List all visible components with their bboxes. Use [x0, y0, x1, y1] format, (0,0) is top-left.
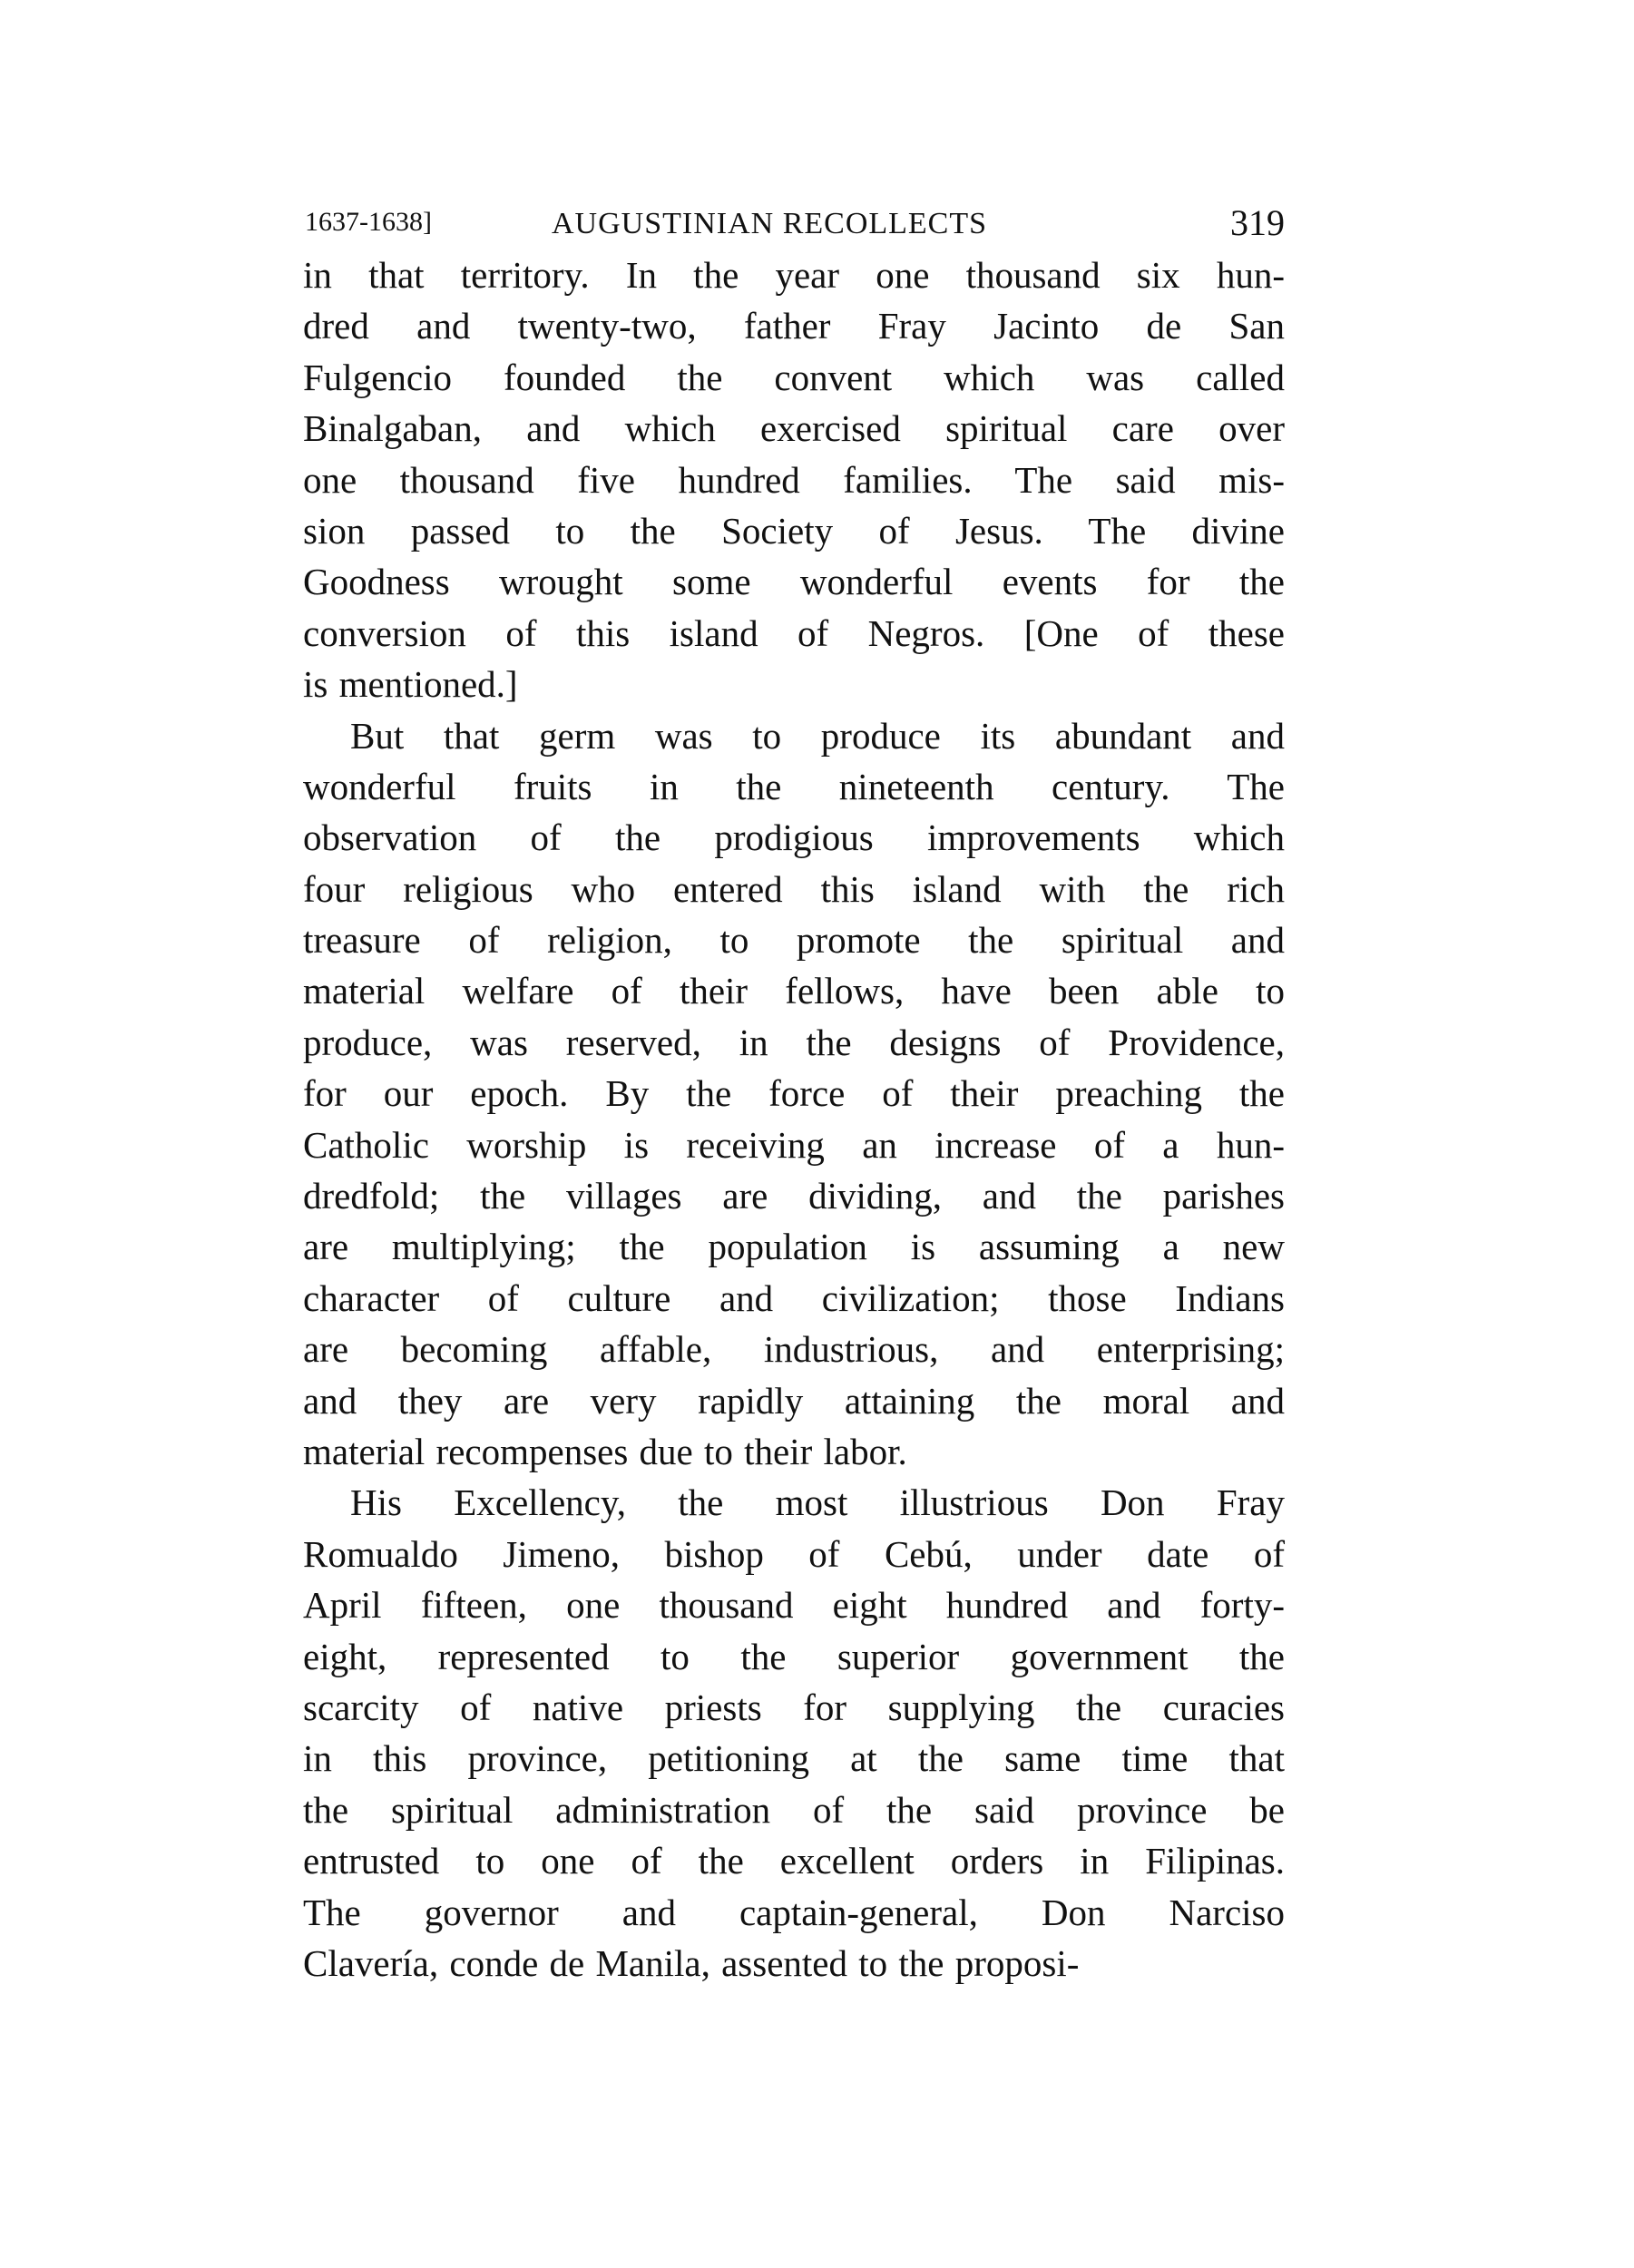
page-number: 319	[1230, 202, 1285, 243]
text-line: treasure of religion, to promote the spiritual and	[303, 919, 1285, 962]
text-line: in that territory. In the year one thousand six hun-	[303, 254, 1285, 296]
text-line: Fulgencio founded the convent which was called	[303, 356, 1285, 398]
text-line: Goodness wrought some wonderful events for the	[303, 561, 1285, 603]
text-line: eight, represented to the superior government the	[303, 1635, 1285, 1677]
running-header	[305, 202, 1285, 252]
text-line: material recompenses due to their labor.	[303, 1430, 907, 1472]
paragraph	[303, 249, 1285, 710]
text-line: The governor and captain-general, Don Narciso	[303, 1891, 1285, 1933]
text-line: Clavería, conde de Manila, assented to the proposi-	[303, 1941, 1080, 1984]
text-line: April fifteen, one thousand eight hundred and forty-	[303, 1584, 1285, 1627]
header-title: AUGUSTINIAN RECOLLECTS	[552, 207, 988, 240]
text-line: and they are very rapidly attaining the moral and	[303, 1379, 1285, 1422]
text-line: character of culture and civilization; those Indians	[303, 1276, 1285, 1319]
text-line: is mentioned.]	[303, 663, 518, 706]
text-line: produce, was reserved, in the designs of Providence,	[303, 1021, 1285, 1063]
text-line: in this province, petitioning at the same time that	[303, 1737, 1285, 1780]
paragraph	[303, 710, 1285, 1478]
text-line: are multiplying; the population is assuming a new	[303, 1226, 1285, 1268]
text-line: for our epoch. By the force of their preaching the	[303, 1072, 1285, 1115]
text-line: dred and twenty-two, father Fray Jacinto de San	[303, 305, 1285, 347]
page-body	[303, 249, 1285, 1989]
text-line: the spiritual administration of the said province be	[303, 1788, 1285, 1831]
text-line: But that germ was to produce its abundant and	[350, 714, 1285, 757]
text-line: His Excellency, the most illustrious Don Fray	[350, 1481, 1285, 1524]
text-line: entrusted to one of the excellent orders in Filipinas.	[303, 1840, 1285, 1882]
text-line: wonderful fruits in the nineteenth century. The	[303, 765, 1285, 807]
text-line: dredfold; the villages are dividing, and the parishes	[303, 1175, 1285, 1217]
text-line: scarcity of native priests for supplying the curacies	[303, 1686, 1285, 1728]
header-years: 1637-1638]	[305, 207, 432, 237]
text-line: conversion of this island of Negros. [One of these	[303, 611, 1285, 654]
text-line: Catholic worship is receiving an increase of a hun-	[303, 1123, 1285, 1166]
text-line: four religious who entered this island with the rich	[303, 867, 1285, 910]
text-line: sion passed to the Society of Jesus. The divine	[303, 509, 1285, 552]
text-line: observation of the prodigious improvements which	[303, 816, 1285, 859]
text-line: material welfare of their fellows, have been able to	[303, 970, 1285, 1012]
paragraph	[303, 1477, 1285, 1989]
text-line: Binalgaban, and which exercised spiritual care over	[303, 407, 1285, 450]
text-line: are becoming affable, industrious, and enterprising;	[303, 1328, 1285, 1371]
text-line: one thousand five hundred families. The said mis-	[303, 458, 1285, 501]
text-line: Romualdo Jimeno, bishop of Cebú, under date of	[303, 1532, 1285, 1575]
